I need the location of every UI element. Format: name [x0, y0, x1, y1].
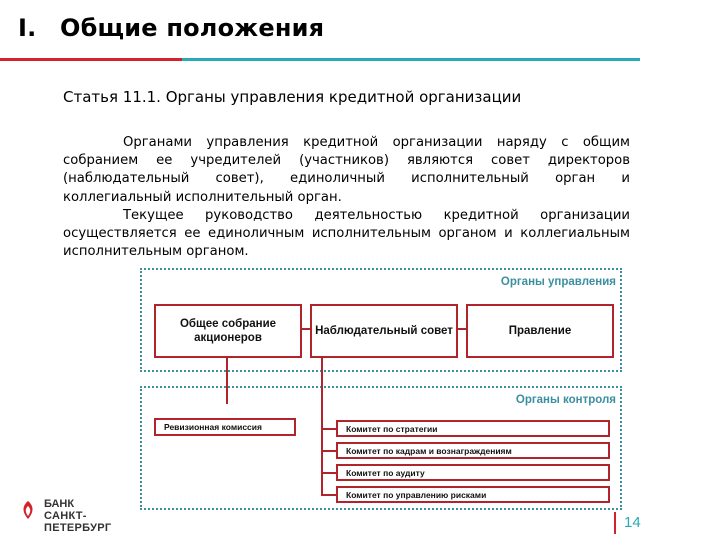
- committee-personnel-box: Комитет по кадрам и вознаграждениям: [336, 442, 610, 459]
- shareholders-meeting-box: Общее собрание акционеров: [154, 304, 302, 358]
- committee-risk-box: Комитет по управлению рисками: [336, 486, 610, 503]
- slide-title: [18, 14, 324, 42]
- branch-personnel: [323, 450, 336, 452]
- title-rule-teal: [182, 58, 640, 61]
- audit-commission-box: Ревизионная комиссия: [154, 418, 296, 436]
- committee-audit-box: Комитет по аудиту: [336, 464, 610, 481]
- branch-risk: [323, 494, 336, 496]
- title-rule-red: [0, 58, 182, 61]
- article-heading: Статья 11.1. Органы управления кредитной организации: [63, 88, 522, 106]
- connector-1-2: [300, 328, 310, 330]
- org-diagram: [140, 268, 624, 508]
- page-number: 14: [624, 514, 641, 531]
- logo-line-1: БАНК: [44, 498, 75, 510]
- trunk-line: [321, 356, 323, 496]
- page-number-bar: [614, 512, 616, 534]
- branch-audit: [323, 472, 336, 474]
- section-title: Общие положения: [60, 14, 325, 42]
- board-box: Правление: [466, 304, 614, 358]
- paragraph-1: Органами управления кредитной организации наряду с общим собранием ее учредителей (участников) являются совет директоров (наблюдательный совет), единоличный исполнительный орган и коллегиальный исполнительный орган.: [63, 135, 630, 205]
- bank-logo: [18, 496, 148, 536]
- control-group-label: Органы контроля: [515, 394, 616, 406]
- bank-logo-icon: [18, 500, 38, 520]
- connector-2-3: [456, 328, 466, 330]
- logo-line-2: САНКТ-ПЕТЕРБУРГ: [44, 510, 112, 534]
- section-numeral: I.: [18, 14, 37, 42]
- article-text: [63, 134, 630, 261]
- committee-strategy-box: Комитет по стратегии: [336, 420, 610, 437]
- supervisory-board-box: Наблюдательный совет: [310, 304, 458, 358]
- branch-strategy: [323, 428, 336, 430]
- management-group-label: Органы управления: [500, 276, 616, 288]
- shareholders-line: [226, 356, 228, 404]
- paragraph-2: Текущее руководство деятельностью кредитной организации осуществляется ее единоличным исполнительным органом и коллегиальным исполнительным органом.: [63, 207, 630, 260]
